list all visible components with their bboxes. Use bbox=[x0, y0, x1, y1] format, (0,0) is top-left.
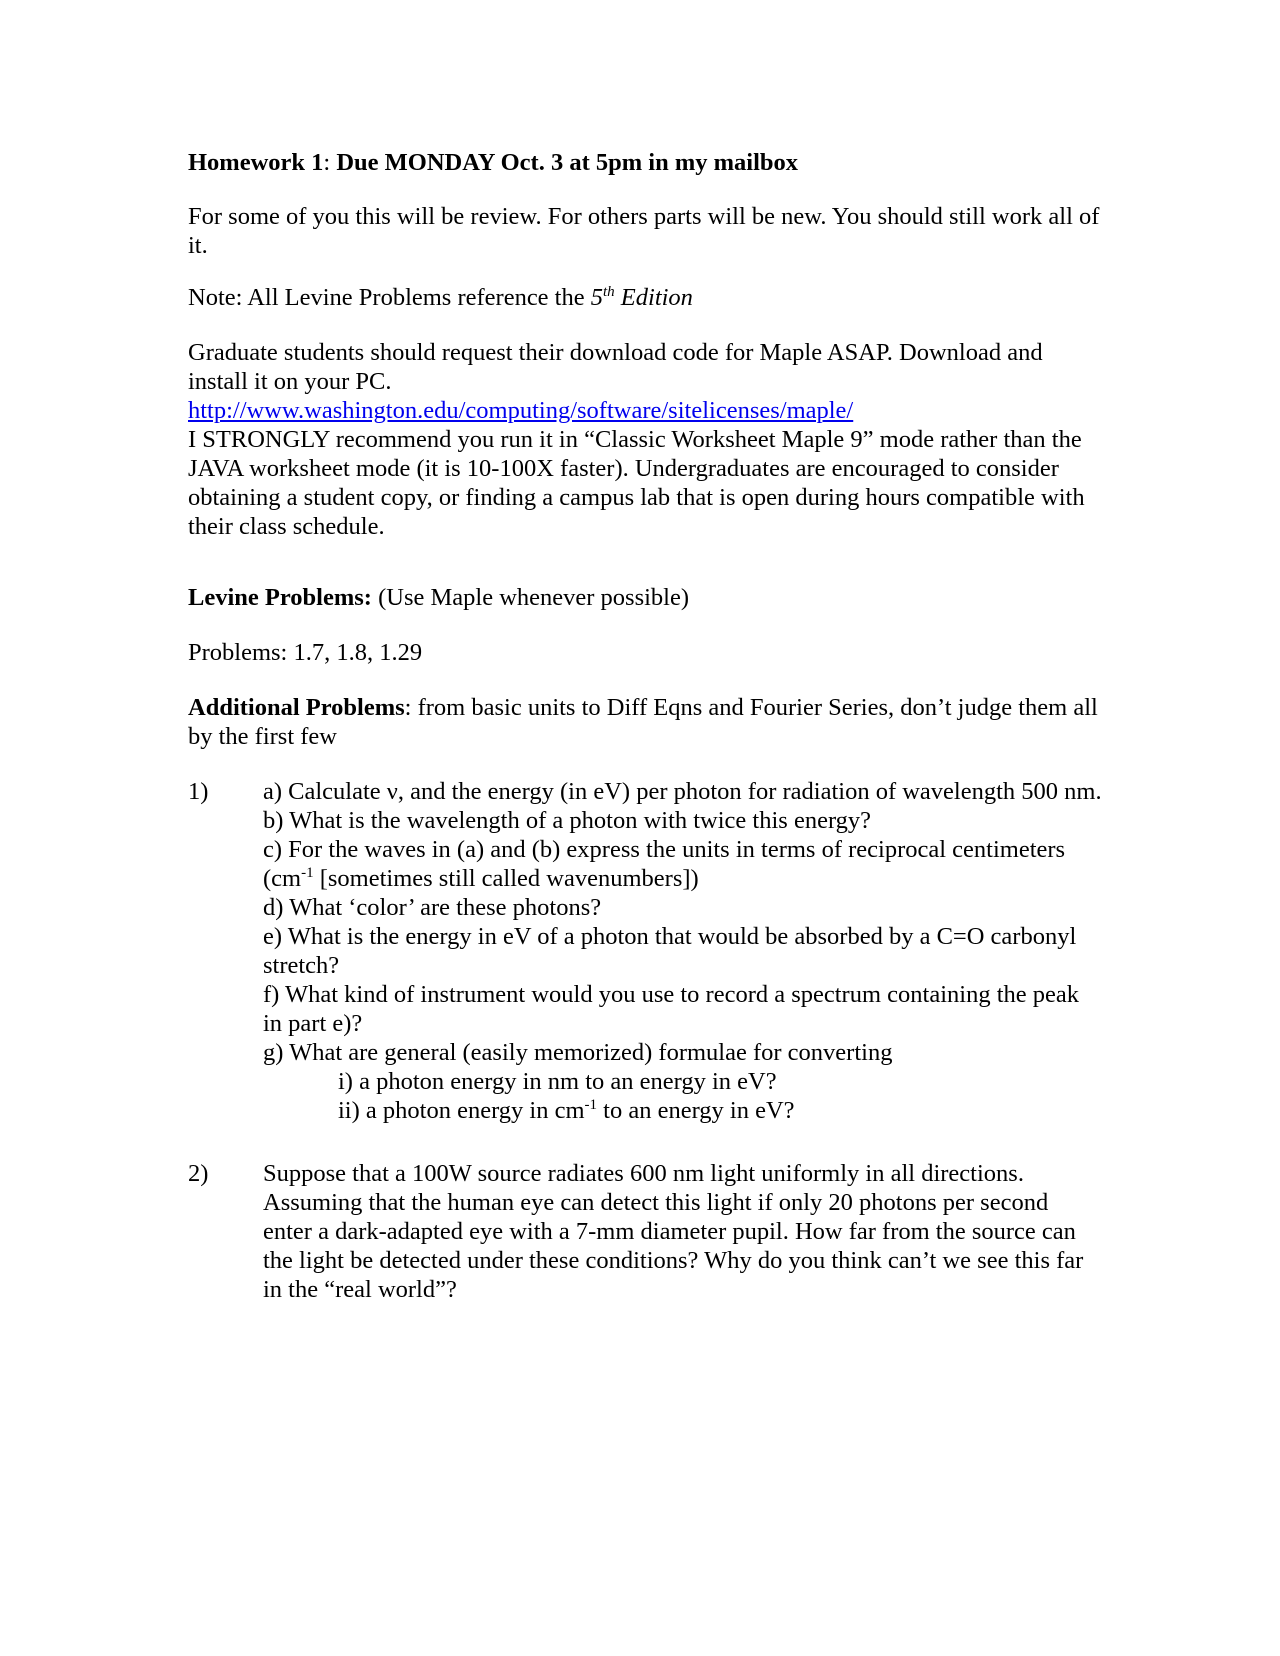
maple-paragraph bbox=[188, 338, 1108, 541]
problem-1-part-c-end: [sometimes still called wavenumbers]) bbox=[313, 865, 699, 892]
problem-1-part-g-i: i) a photon energy in nm to an energy in eV? bbox=[338, 1068, 777, 1095]
problem-1-part-g-ii-end: to an energy in eV? bbox=[597, 1097, 795, 1124]
problem-1-part-g-ii bbox=[263, 1096, 1103, 1125]
problem-2-number: 2) bbox=[188, 1160, 209, 1187]
problem-1-part-c-text: c) For the waves in (a) and (b) express the units in terms of reciprocal centimeters (cm bbox=[263, 836, 1066, 892]
maple-download-link[interactable]: http://www.washington.edu/computing/software/sitelicenses/maple/ bbox=[188, 397, 854, 424]
problem-1 bbox=[263, 777, 1103, 1125]
problem-1-part-g: g) What are general (easily memorized) formulae for converting bbox=[263, 1039, 893, 1066]
title-separator: : bbox=[323, 149, 337, 176]
problem-1-part-c bbox=[263, 835, 1103, 893]
problem-1-number: 1) bbox=[188, 778, 209, 805]
problem-1-part-e: e) What is the energy in eV of a photon that would be absorbed by a C=O carbonyl stretch? bbox=[263, 923, 1077, 979]
homework-title bbox=[188, 148, 1108, 177]
edition-note-text: Note: All Levine Problems reference the bbox=[188, 284, 591, 311]
levine-problem-list: Problems: 1.7, 1.8, 1.29 bbox=[188, 639, 423, 666]
problem-2 bbox=[263, 1159, 1103, 1304]
levine-heading-note: (Use Maple whenever possible) bbox=[371, 584, 690, 611]
maple-recommendation-text: I STRONGLY recommend you run it in “Classic Worksheet Maple 9” mode rather than the JAVA worksheet mode (it is 10-100X faster). Undergraduates are encouraged to consider obtaining a student copy, or finding a campus lab that is open during hours compatible with their class schedule. bbox=[188, 426, 1085, 540]
edition-number: 5 bbox=[590, 284, 603, 311]
edition-note bbox=[188, 283, 1108, 312]
additional-heading-label: Additional Problems bbox=[188, 694, 405, 721]
problem-1-part-a: a) Calculate ν, and the energy (in eV) per photon for radiation of wavelength 500 nm. bbox=[263, 778, 1102, 805]
review-paragraph: For some of you this will be review. For others parts will be new. You should still work all of it. bbox=[188, 203, 1100, 259]
problem-2-text: Suppose that a 100W source radiates 600 nm light uniformly in all directions. Assuming that the human eye can detect this light if only 20 photons per second enter a dark-adapted eye with a 7-mm diameter pupil. How far from the source can the light be detected under these conditions? Why do you think can’t we see this far in the “real world”? bbox=[263, 1160, 1084, 1303]
edition-word: Edition bbox=[614, 284, 693, 311]
maple-download-text: Graduate students should request their download code for Maple ASAP. Download and install it on your PC. bbox=[188, 339, 1043, 395]
problem-1-part-d: d) What ‘color’ are these photons? bbox=[263, 894, 602, 921]
problem-1-part-g-ii-text: ii) a photon energy in cm bbox=[338, 1097, 585, 1124]
problem-1-part-f: f) What kind of instrument would you use to record a spectrum containing the peak in part e)? bbox=[263, 981, 1080, 1037]
problem-1-part-b: b) What is the wavelength of a photon with twice this energy? bbox=[263, 807, 872, 834]
edition-superscript: th bbox=[603, 284, 615, 300]
problem-1-part-g-ii-superscript: -1 bbox=[584, 1097, 598, 1113]
additional-heading bbox=[188, 693, 1108, 751]
problem-1-part-c-superscript: -1 bbox=[301, 865, 314, 881]
due-date-text: Due MONDAY Oct. 3 at 5pm in my mailbox bbox=[336, 149, 798, 176]
levine-heading bbox=[188, 583, 1108, 612]
homework-title-label: Homework 1 bbox=[188, 149, 324, 176]
levine-heading-label: Levine Problems: bbox=[188, 584, 372, 611]
additional-heading-note: : from basic units to Diff Eqns and Fourier Series, don’t judge them all by the first few bbox=[188, 694, 1098, 750]
